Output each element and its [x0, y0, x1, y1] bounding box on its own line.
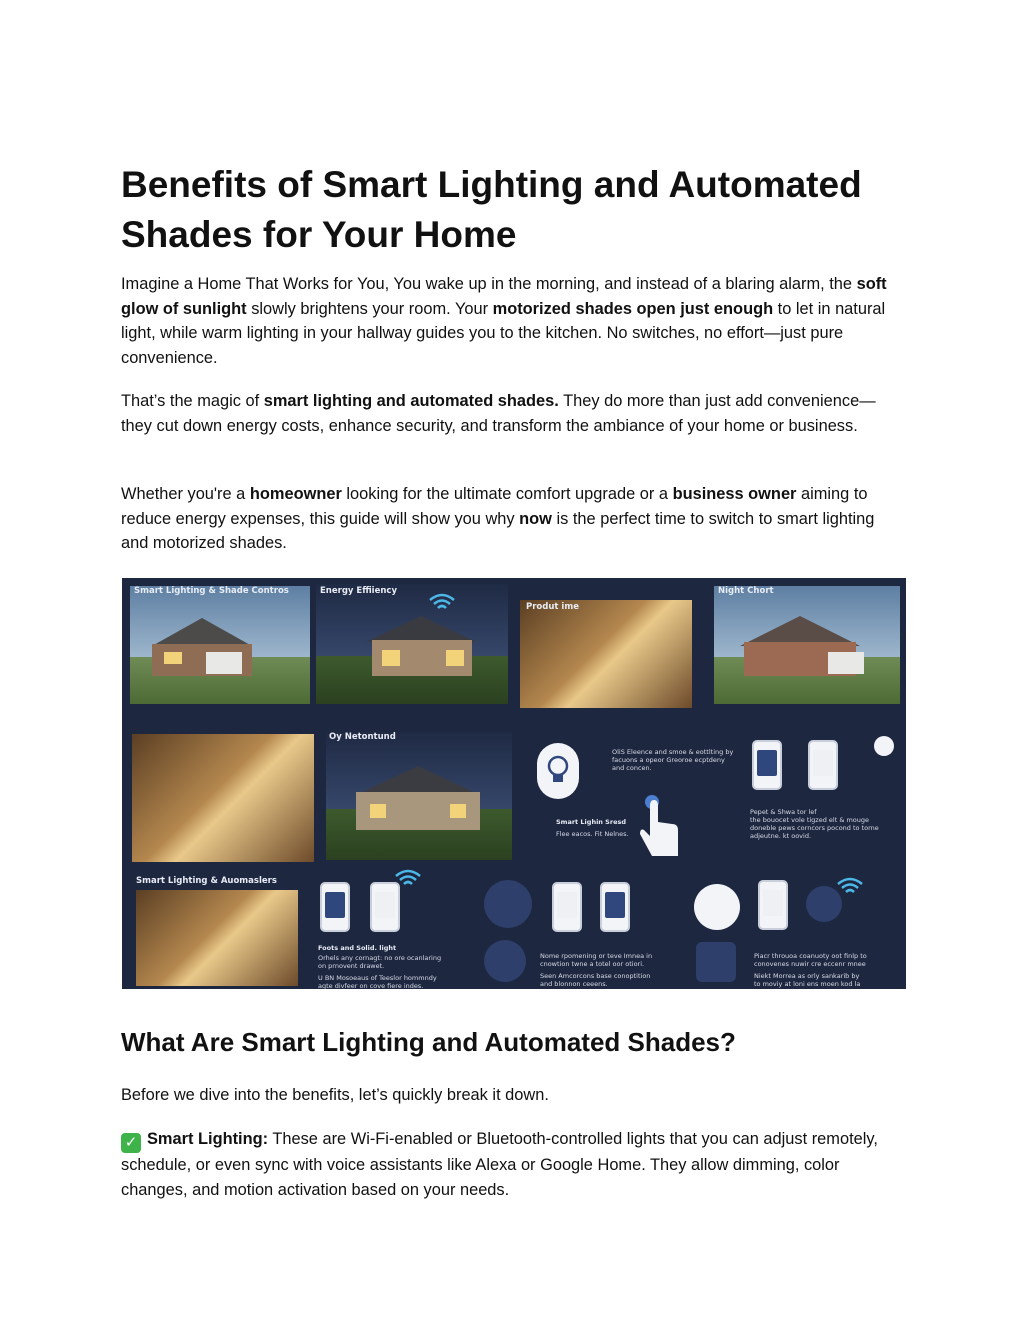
- bold-run: smart lighting and automated shades.: [263, 392, 559, 410]
- phone-icon: [552, 882, 582, 932]
- wifi-icon: [394, 868, 422, 888]
- intro-paragraph-2: [121, 389, 906, 438]
- shade-control-icon: [694, 884, 740, 930]
- bold-run: business owner: [672, 485, 797, 503]
- infographic-caption: Flee eacos. Fit Nelnes.: [556, 830, 629, 838]
- infographic-caption: Niekt Morrea as orly sankarib by to moviy at loni ens moen kod la: [754, 972, 861, 988]
- section-heading: What Are Smart Lighting and Automated Shades?: [121, 1027, 736, 1057]
- page-title: Benefits of Smart Lighting and Automated Shades for Your Home: [121, 164, 862, 255]
- panel-label: Smart Lighting & Shade Contros: [134, 586, 289, 596]
- room-control-icon: [696, 942, 736, 982]
- room-photo-2: [132, 734, 314, 862]
- definition-text: These are Wi-Fi-enabled or Bluetooth-controlled lights that you can adjust remotely, schedule, or even sync with voice assistants like Alexa or Google Home. They allow dimming, color changes, and motion activation based on your needs.: [121, 1130, 878, 1199]
- smart-hub-icon: [484, 880, 532, 928]
- text-run: They do more than just add convenience—they cut down energy costs, enhance security, and transform the ambiance of your home or business.: [121, 392, 876, 435]
- bold-run: now: [519, 509, 552, 528]
- panel-label: Produt ime: [526, 602, 579, 612]
- text-run: looking for the ultimate comfort upgrade or a: [341, 485, 673, 503]
- definition-smart-lighting: [121, 1127, 906, 1202]
- text-run: slowly brightens your room. Your: [246, 299, 493, 318]
- bold-run: soft glow of sunlight: [121, 275, 887, 318]
- house-photo-1: [130, 586, 310, 704]
- intro-paragraph-1: [121, 272, 906, 370]
- definitions-lead: Before we dive into the benefits, let’s quickly break it down.: [121, 1086, 549, 1104]
- smart-home-infographic: [122, 578, 906, 989]
- definition-label: Smart Lighting:: [147, 1130, 269, 1148]
- intro-paragraph-3: [121, 482, 906, 556]
- panel-label: Smart Lighin Sresd: [556, 818, 627, 826]
- bold-run: homeowner: [249, 485, 342, 503]
- panel-label: Foots and Solid. light: [318, 944, 397, 952]
- bold-run: motorized shades open just enough: [492, 299, 774, 318]
- check-mark-icon: ✓: [121, 1133, 141, 1153]
- text-run: aiming to reduce energy expenses, this guide will show you why: [121, 485, 868, 528]
- wifi-icon: [836, 876, 864, 896]
- text-run: to let in natural light, while warm lighting in your hallway guides you to the kitchen. No switches, no effort—just pure convenience.: [121, 299, 886, 367]
- infographic-caption: OliS Eleence and smoe & eottlting by facuons a opeor Greoroe ecptdeny and concen.: [612, 748, 734, 772]
- text-run: is the perfect time to switch to smart lighting and motorized shades.: [121, 509, 875, 552]
- hand-tap-icon: [636, 792, 684, 862]
- infographic-caption: Seen Amcorcons base conoptition and blonnon ceeens.: [540, 972, 651, 988]
- panel-label: Night Chort: [718, 586, 774, 596]
- phone-icon: [600, 882, 630, 932]
- infographic-caption: Pepet & Shwa tor lef the bouocet vole tigzed elt & mouge doneble pews corncors pocond to torne adjeutne. kt oovid.: [750, 808, 879, 840]
- infographic-caption: U BN Mosoeaus of Teeslor hommndy agte divfeer on cove fiere indes.: [318, 974, 437, 989]
- phone-icon: [752, 740, 782, 790]
- panel-label: Smart Lighting & Auomaslers: [136, 876, 277, 886]
- light-bulb-icon: [536, 742, 580, 800]
- panel-label: Oy Netontund: [329, 732, 396, 742]
- infographic-caption: Piacr throuoa coanuoty oot finlp to conovenes nuwir cre eccenr mnee: [754, 952, 867, 968]
- room-photo-3: [136, 890, 298, 986]
- house-photo-4: [326, 732, 512, 860]
- bulb-network-icon: [484, 940, 526, 982]
- music-icon: [874, 736, 894, 756]
- phone-icon: [370, 882, 400, 932]
- phone-icon: [320, 882, 350, 932]
- text-run: Whether you're a: [121, 485, 250, 503]
- infographic-caption: Nome rpomening or teve Imnea in cnowtion twne a totel oor otiori.: [540, 952, 653, 968]
- house-photo-2: [316, 584, 508, 704]
- room-photo-1: [520, 600, 692, 708]
- phone-icon: [758, 880, 788, 930]
- text-run: That’s the magic of: [121, 392, 264, 410]
- phone-icon: [808, 740, 838, 790]
- panel-label: Energy Effiiency: [320, 586, 397, 596]
- infographic-caption: Orhels any cornagt: no ore ocanlaring on prnovent drawet.: [318, 954, 442, 970]
- text-run: Imagine a Home That Works for You, You wake up in the morning, and instead of a blaring alarm, the: [121, 275, 857, 293]
- wifi-icon: [428, 592, 456, 612]
- house-photo-3: [714, 586, 900, 704]
